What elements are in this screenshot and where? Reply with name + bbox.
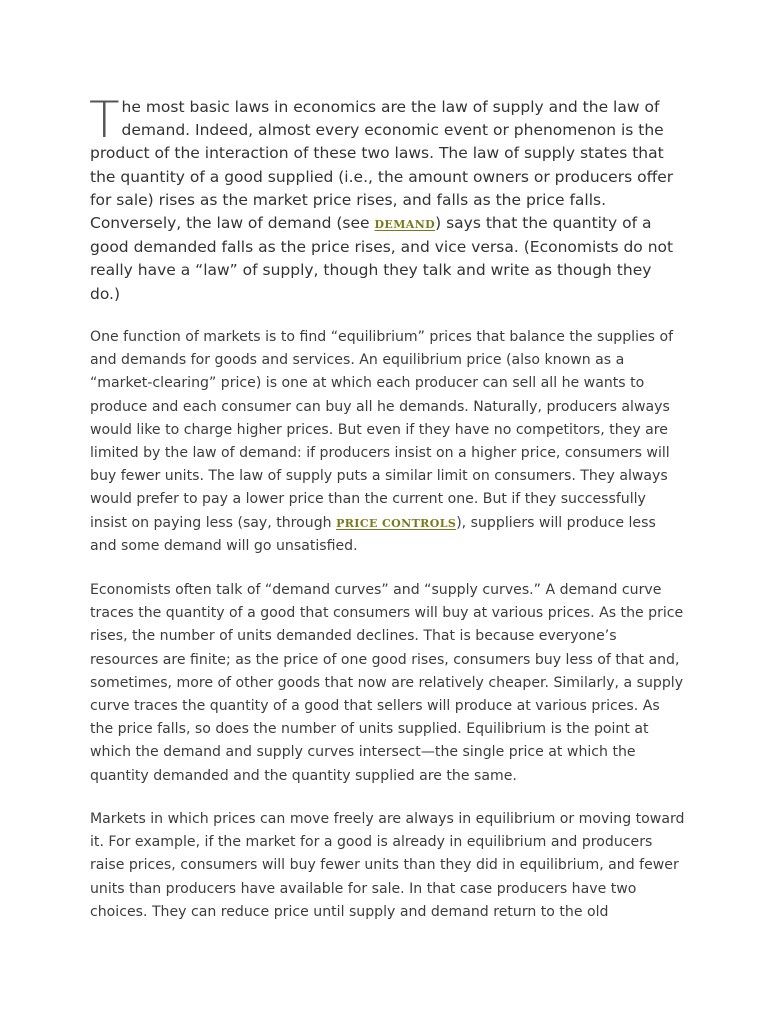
paragraph-2-text-part-2: ), suppliers will produce less and some demand will go unsatisfied. — [90, 514, 656, 554]
lead-text-part-2: ) says that the quantity of a good demanded falls as the price rises, and vice versa. (Economists do not really have a “law” of supply, though they talk and write as though they do.) — [90, 214, 674, 303]
lead-paragraph — [89, 91, 686, 306]
paragraph-markets-equilibrium: Markets in which prices can move freely are always in equilibrium or moving toward it. For example, if the market for a good is already in equilibrium and producers raise prices, consumers will buy fewer units than they did in equilibrium, and fewer units than producers have available for sale. In that case producers have two choices. They can reduce price until supply and demand return to the old — [90, 811, 685, 920]
drop-cap: T — [89, 91, 120, 149]
paragraph-demand-supply-curves: Economists often talk of “demand curves” and “supply curves.” A demand curve traces the quantity of a good that consumers will buy at various prices. As the price rises, the number of units demanded declines. That is because everyone’s resources are finite; as the price of one good rises, consumers buy less of that and, sometimes, more of other goods that now are relatively cheaper. Similarly, a supply curve traces the quantity of a good that sellers will produce at various prices. As the price falls, so does the number of units supplied. Equilibrium is the point at which the demand and supply curves intersect—the single price at which the quantity demanded and the quantity supplied are the same. — [90, 582, 684, 784]
lead-text-part-1: he most basic laws in economics are the law of supply and the law of demand. Indeed, almost every economic event or phenomenon is the product of the interaction of these two laws. The law of supply states that the quantity of a good supplied (i.e., the amount owners or producers offer for sale) rises as the market price rises, and falls as the price falls. Conversely, the law of demand (see — [90, 98, 674, 233]
price-controls-link[interactable]: PRICE CONTROLS — [336, 516, 457, 530]
paragraph-2-text-part-1: One function of markets is to find “equilibrium” prices that balance the supplies of and demands for goods and services. An equilibrium price (also known as a “market-clearing” price) is one at which each producer can sell all he wants to produce and each consumer can buy all he demands. Naturally, producers always would like to charge higher prices. But even if they have no competitors, they are limited by the law of demand: if producers insist on a higher price, consumers will buy fewer units. The law of supply puts a similar limit on consumers. They always would prefer to pay a lower price than the current one. But if they successfully insist on paying less (say, through — [90, 329, 674, 531]
paragraph-equilibrium-prices — [90, 326, 686, 558]
demand-link[interactable]: DEMAND — [374, 218, 436, 232]
